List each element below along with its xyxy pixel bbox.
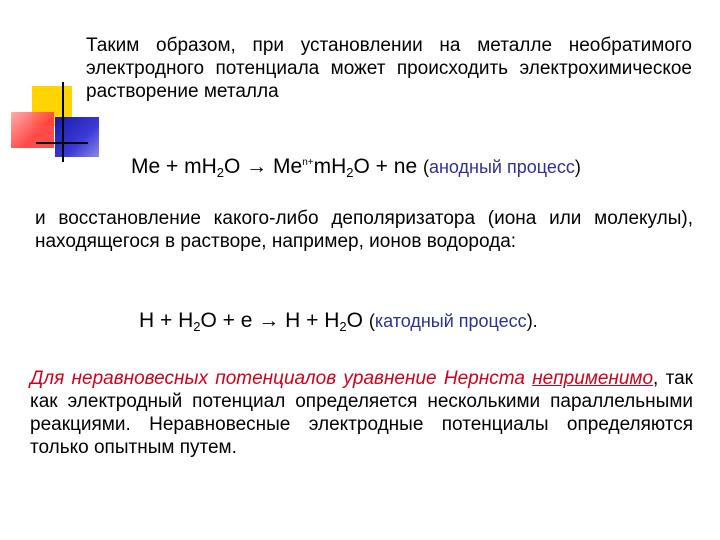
- decor-vertical-line: [62, 82, 64, 162]
- nernst-paragraph: [30, 367, 693, 459]
- anodic-process-label: (анодный процесс): [422, 157, 581, 177]
- nernst-red-underlined: неприменимо: [532, 368, 654, 389]
- cathodic-process-label: (катодный процесс).: [368, 311, 538, 331]
- depolarizer-paragraph: и восстановление какого-либо деполяризатора (иона или молекулы), находящегося в растворе, например, ионов водорода:: [35, 208, 693, 252]
- cathodic-equation: $H + H_2O + e \to H + H_2O$ (катодный процесс).: [139, 309, 538, 334]
- anodic-equation: $Me + mH_2O \to Me^{n+}mH_2O$ + ne (анодный процесс): [131, 155, 581, 180]
- nernst-red-text: Для неравновесных потенциалов уравнение Нернста: [30, 368, 525, 389]
- intro-paragraph: Таким образом, при установлении на металле необратимого электродного потенциала может происходить электрохимическое растворение металла: [86, 35, 692, 102]
- nernst-rest-text: , так как электродный потенциал определяется несколькими параллельными реакциями. Неравновесные электродные потенциалы определяются только опытным путем.: [30, 368, 693, 458]
- decor-horizontal-line: [36, 142, 88, 144]
